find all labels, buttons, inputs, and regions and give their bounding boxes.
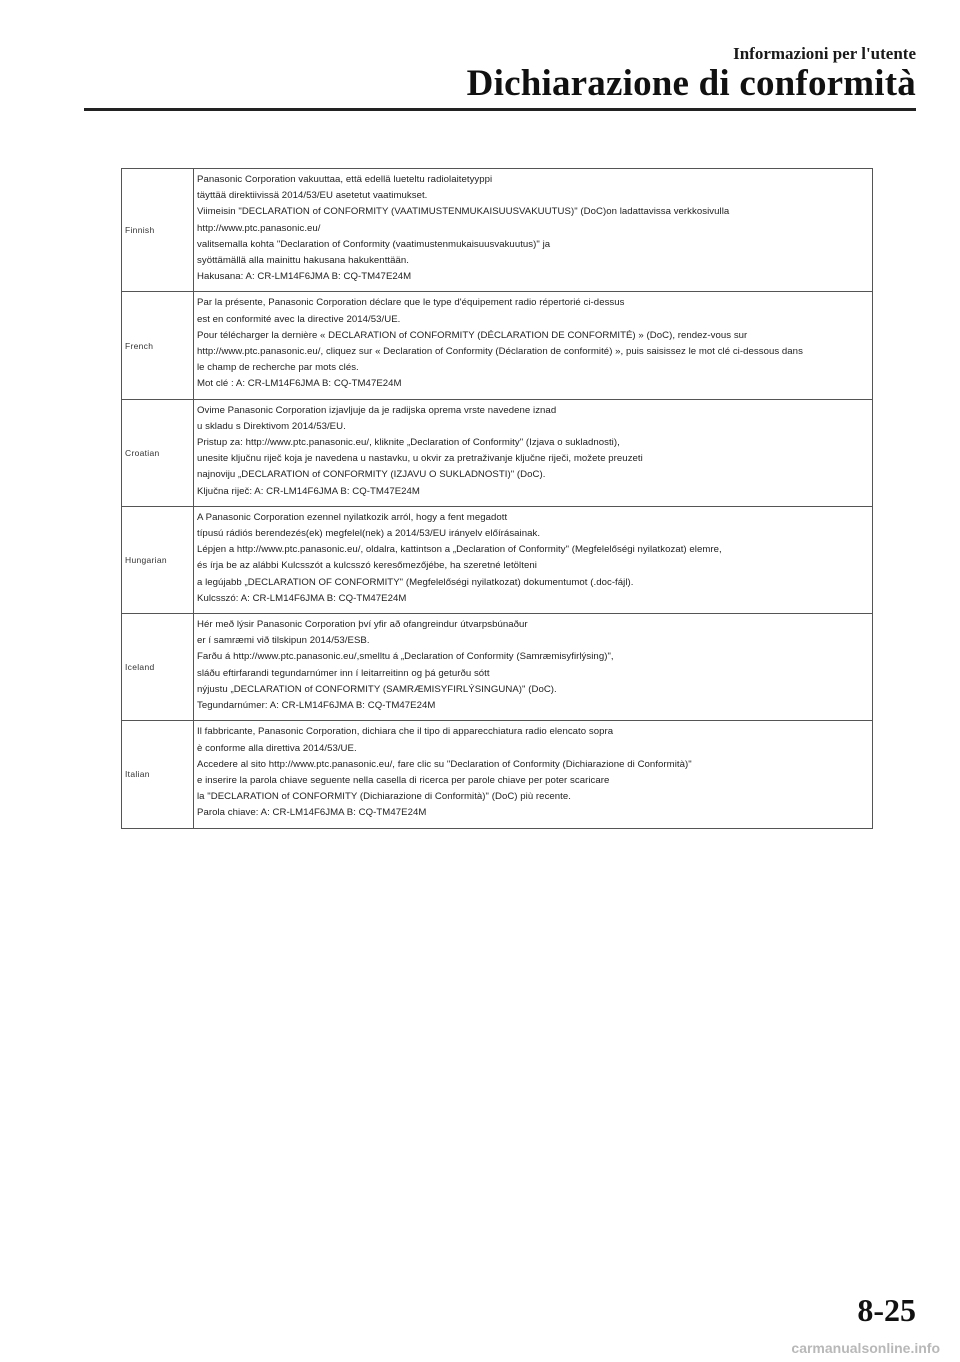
declaration-line: Mot clé : A: CR-LM14F6JMA B: CQ-TM47E24M [197, 378, 402, 390]
watermark-text: carmanualsonline.info [791, 1340, 940, 1356]
declaration-line: le champ de recherche par mots clés. [197, 362, 359, 374]
conformity-table [121, 168, 873, 829]
language-cell: French [122, 292, 194, 399]
declaration-line: Kulcsszó: A: CR-LM14F6JMA B: CQ-TM47E24M [197, 592, 407, 604]
table-row [122, 506, 873, 613]
table-row [122, 292, 873, 399]
declaration-line: Panasonic Corporation vakuuttaa, että edellä lueteltu radiolaitetyyppi [197, 174, 493, 185]
declaration-line: täyttää direktiivissä 2014/53/EU asetetut vaatimukset. [197, 190, 428, 202]
table-row [122, 721, 873, 828]
declaration-text-cell [194, 614, 873, 721]
section-subtitle: Informazioni per l'utente [733, 44, 916, 63]
declaration-line: est en conformité avec la directive 2014/53/UE. [197, 313, 401, 325]
declaration-line: Ključna riječ: A: CR-LM14F6JMA B: CQ-TM47E24M [197, 485, 420, 497]
declaration-text-cell [194, 399, 873, 506]
declaration-line: Viimeisin "DECLARATION of CONFORMITY (VAATIMUSTENMUKAISUUSVAKUUTUS)" (DoC)on ladattavissa verkkosivulla [197, 206, 730, 218]
table-row [122, 614, 873, 721]
declaration-line: Accedere al sito http://www.ptc.panasonic.eu/, fare clic su "Declaration of Conformity (Dichiarazione di Conformità)" [197, 758, 692, 770]
declaration-line: Hér með lýsir Panasonic Corporation því yfir að ofangreindur útvarpsbúnaður [197, 619, 528, 631]
declaration-line: A Panasonic Corporation ezennel nyilatkozik arról, hogy a fent megadott [197, 511, 508, 523]
header-divider [84, 108, 916, 111]
declaration-line: er í samræmi við tilskipun 2014/53/ESB. [197, 635, 370, 647]
declaration-line: valitsemalla kohta "Declaration of Conformity (vaatimustenmukaisuusvakuutus)" ja [197, 238, 551, 250]
page-title: Dichiarazione di conformità [466, 63, 916, 104]
declaration-text-cell [194, 292, 873, 399]
declaration-text-cell [194, 721, 873, 828]
declaration-line: è conforme alla direttiva 2014/53/UE. [197, 742, 357, 754]
table-row [122, 169, 873, 292]
declaration-line: a legújabb „DECLARATION OF CONFORMITY" (Megfelelőségi nyilatkozat) dokumentumot (.doc-fájl). [197, 576, 634, 588]
language-cell: Finnish [122, 169, 194, 292]
declaration-line: Pour télécharger la dernière « DECLARATION of CONFORMITY (DÉCLARATION DE CONFORMITÉ) » (DoC), rendez-vous sur [197, 329, 748, 341]
declaration-text-cell [194, 169, 873, 292]
declaration-line: Hakusana: A: CR-LM14F6JMA B: CQ-TM47E24M [197, 271, 412, 283]
declaration-line: unesite ključnu riječ koja je navedena u nastavku, u okvir za pretraživanje ključne riječi, možete preuzeti [197, 453, 643, 465]
declaration-line: Farðu á http://www.ptc.panasonic.eu/,smelltu á „Declaration of Conformity (Samræmisyfirlýsing)", [197, 651, 614, 663]
declaration-line: e inserire la parola chiave seguente nella casella di ricerca per parole chiave per poter scaricare [197, 774, 610, 786]
language-cell: Italian [122, 721, 194, 828]
declaration-line: nýjustu „DECLARATION of CONFORMITY (SAMRÆMISYFIRLÝSINGUNA)" (DoC). [197, 683, 557, 695]
declaration-line: sláðu eftirfarandi tegundarnúmer inn í leitarreitinn og þá geturðu sótt [197, 667, 490, 679]
declaration-text-cell [194, 506, 873, 613]
declaration-line: típusú rádiós berendezés(ek) megfelel(nek) a 2014/53/EU irányelv előírásainak. [197, 528, 541, 540]
declaration-line: http://www.ptc.panasonic.eu/, cliquez sur « Declaration of Conformity (Déclaration de conformité) », puis saisissez le mot clé ci-dessous dans [197, 346, 803, 358]
page-number: 8-25 [857, 1292, 916, 1328]
declaration-line: és írja be az alábbi Kulcsszót a kulcsszó keresőmezőjébe, ha szeretné letölteni [197, 560, 537, 572]
language-cell: Iceland [122, 614, 194, 721]
table-row [122, 399, 873, 506]
declaration-line: u skladu s Direktivom 2014/53/EU. [197, 420, 346, 432]
declaration-line: Ovime Panasonic Corporation izjavljuje da je radijska oprema vrste navedene iznad [197, 404, 557, 416]
declaration-line: Pristup za: http://www.ptc.panasonic.eu/, kliknite „Declaration of Conformity" (Izjava o sukladnosti), [197, 437, 620, 449]
declaration-line: http://www.ptc.panasonic.eu/ [197, 222, 321, 234]
declaration-line: syöttämällä alla mainittu hakusana hakukenttään. [197, 255, 409, 267]
declaration-line: Tegundarnúmer: A: CR-LM14F6JMA B: CQ-TM47E24M [197, 700, 436, 712]
declaration-line: Parola chiave: A: CR-LM14F6JMA B: CQ-TM47E24M [197, 807, 427, 819]
declaration-line: Lépjen a http://www.ptc.panasonic.eu/, oldalra, kattintson a „Declaration of Conformity" (Megfelelőségi nyilatkozat) elemre, [197, 544, 722, 556]
declaration-line: najnoviju „DECLARATION of CONFORMITY (IZJAVU O SUKLADNOSTI)" (DoC). [197, 469, 546, 481]
declaration-line: Par la présente, Panasonic Corporation déclare que le type d'équipement radio répertorié ci-dessus [197, 297, 625, 309]
declaration-line: la "DECLARATION of CONFORMITY (Dichiarazione di Conformità)" (DoC) più recente. [197, 791, 572, 803]
declaration-line: Il fabbricante, Panasonic Corporation, dichiara che il tipo di apparecchiatura radio elencato sopra [197, 726, 614, 738]
language-cell: Hungarian [122, 506, 194, 613]
language-cell: Croatian [122, 399, 194, 506]
conformity-table-body [122, 169, 873, 829]
